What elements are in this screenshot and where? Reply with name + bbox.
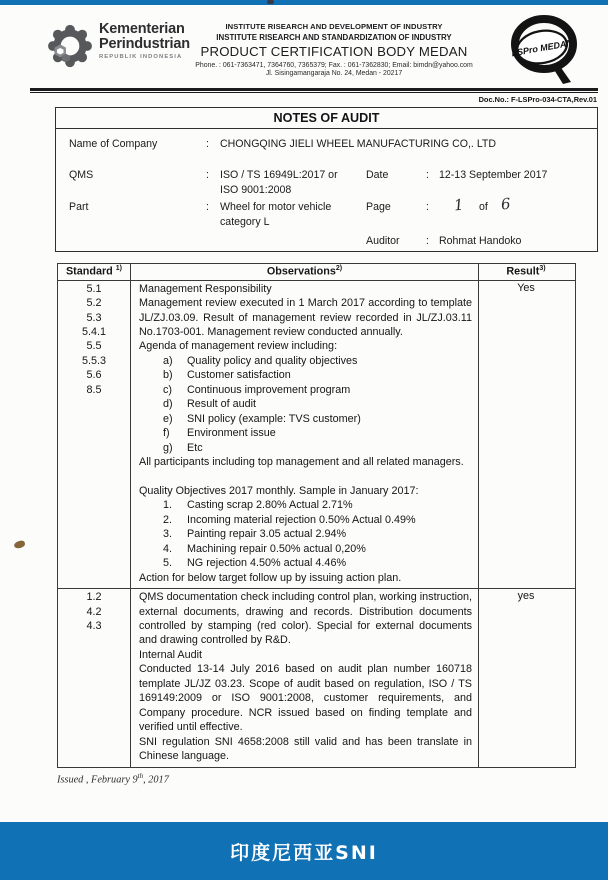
qms-value-line1: ISO / TS 16949L:2017 or: [220, 169, 338, 181]
issued-date-line: Issued , February 9th, 2017: [57, 772, 169, 786]
observation-line: a) Quality policy and quality objectives: [163, 354, 358, 367]
qms-value-line2: ISO 9001:2008: [220, 184, 292, 196]
lspro-medan-logo: [503, 12, 587, 88]
standard-number: 5.4.1: [81, 325, 106, 338]
auditor-colon: :: [426, 235, 429, 247]
scan-artifact: [267, 0, 274, 4]
auditor-label: Auditor: [366, 235, 400, 247]
part-colon: :: [206, 201, 209, 213]
top-blue-border: [0, 0, 608, 5]
company-label: Name of Company: [69, 138, 158, 150]
lspro-logo-text: LSPro MEDAN: [510, 37, 574, 59]
address-line: Jl. Sisingamangaraja No. 24, Medan - 20217: [265, 70, 403, 77]
observation-line: 3. Painting repair 3.05 actual 2.94%: [163, 528, 347, 541]
result-value: yes: [517, 590, 535, 603]
list-marker: a): [163, 354, 173, 367]
institute-line1: INSTITUTE RISEARCH AND DEVELOPMENT OF INDUSTRY: [225, 22, 443, 31]
observation-line: 4. Machining repair 0.50% actual 0,20%: [163, 542, 366, 555]
page-number-handwritten: 1: [453, 195, 465, 215]
standard-number: 5.1: [86, 282, 102, 295]
table-row: [58, 589, 575, 766]
observation-line: d) Result of audit: [163, 398, 257, 411]
contact-line: Phone. : 061-7363471, 7364760, 7365379; Fax. : 061-7362830; Email: bimdn@yahoo.com: [195, 62, 473, 69]
company-colon: :: [206, 138, 209, 150]
table-body: [58, 281, 575, 767]
company-value: CHONGQING JIELI WHEEL MANUFACTURING CO,. LTD: [220, 138, 497, 150]
date-label: Date: [366, 169, 389, 181]
date-value: 12-13 September 2017: [439, 169, 548, 181]
list-marker: d): [163, 398, 173, 411]
standard-number: 4.2: [86, 605, 102, 618]
list-marker: c): [163, 383, 172, 396]
certification-body-title: PRODUCT CERTIFICATION BODY MEDAN: [200, 44, 468, 59]
ministry-line3: REPUBLIK INDONESIA: [99, 54, 183, 61]
page-label: Page: [366, 201, 391, 213]
list-marker: f): [163, 427, 170, 440]
header-rule-thin: [30, 92, 598, 93]
result-cell: [479, 281, 573, 589]
qms-label: QMS: [69, 169, 94, 181]
result-value: Yes: [517, 281, 535, 294]
observation-line: All participants including top management and all related managers.: [139, 456, 464, 469]
observation-line: QMS documentation check including control plan, working instruction, external documents, drawing and records. Distribution documents controlled by stamping (red color). Special for external documents and drawing controlled by R&D.: [139, 591, 472, 647]
standard-cell: [58, 281, 131, 589]
list-marker: b): [163, 369, 173, 382]
standard-number: 1.2: [86, 591, 102, 604]
standard-cell: [58, 589, 131, 766]
observations-header: Observations$^{2)}$: [131, 264, 479, 280]
observation-line: SNI regulation SNI 4658:2008 still valid and has been translate in Chinese language.: [139, 735, 472, 763]
scan-artifact-speck: [13, 540, 25, 549]
list-marker: 3.: [163, 528, 173, 541]
standard-number: 8.5: [86, 383, 102, 396]
page-colon: :: [426, 201, 429, 213]
ministry-line1: Kementerian: [99, 21, 185, 37]
observation-line: Internal Audit: [139, 648, 203, 661]
observation-line: Management Responsibility: [139, 282, 272, 295]
standard-number: 5.5.3: [81, 354, 106, 367]
observation-line: Action for below target follow up by issuing action plan.: [139, 571, 402, 584]
table-row: [58, 281, 575, 590]
bottom-banner: [0, 822, 608, 880]
observation-line: Management review executed in 1 March 2017 according to template JL/ZJ.03.09. Result of management review recorded in JL/ZJ.03.11 No.1703-001. Management review conducted annually.: [139, 297, 472, 338]
observation-line: 1. Casting scrap 2.80% Actual 2.71%: [163, 499, 353, 512]
observation-line: c) Continuous improvement program: [163, 383, 351, 396]
standard-number: 5.6: [86, 369, 102, 382]
observations-cell: [131, 589, 479, 766]
standard-number: 5.3: [86, 311, 102, 324]
list-marker: e): [163, 412, 173, 425]
observation-line: 5. NG rejection 4.50% actual 4.46%: [163, 557, 347, 570]
list-marker: 4.: [163, 542, 173, 555]
ministry-line2: Perindustrian: [99, 36, 190, 53]
observation-line: 2. Incoming material rejection 0.50% Actual 0.49%: [163, 513, 416, 526]
page-total-handwritten: 6: [500, 194, 512, 214]
doc-number: Doc.No.: F-LSPro-034-CTA,Rev.01: [478, 95, 597, 104]
observation-line: g) Etc: [163, 441, 203, 454]
header-rule-thick: [30, 88, 598, 91]
standard-number: 5.2: [86, 297, 102, 310]
list-marker: 1.: [163, 499, 173, 512]
table-header-row: [58, 264, 575, 281]
ministry-gear-logo: [44, 18, 96, 74]
list-marker: g): [163, 441, 173, 454]
observation-line: Agenda of management review including:: [139, 340, 338, 353]
result-header: Result$^{3)}$: [506, 265, 546, 278]
audit-table: [57, 263, 576, 768]
observation-line: e) SNI policy (example: TVS customer): [163, 412, 361, 425]
observation-line: Conducted 13-14 July 2016 based on audit plan number 160718 template JL/JZ 03.23. Scope of audit based on regulation, ISO / TS 169149:2009 or ISO 9001:2008, customer requirements, and Company procedure. NCR issued based on finding template and verified until effective.: [139, 663, 472, 734]
banner-chinese-text: 印度尼西亚SNI: [230, 841, 378, 864]
institute-block: [168, 22, 500, 77]
auditor-value: Rohmat Handoko: [439, 235, 522, 247]
result-cell: [479, 589, 573, 766]
observation-line: [139, 469, 472, 483]
observation-line: Quality Objectives 2017 monthly. Sample in January 2017:: [139, 484, 419, 497]
qms-colon: :: [206, 169, 209, 181]
notes-of-audit-box: [55, 107, 598, 252]
standard-header: Standard $^{1)}$: [58, 264, 131, 280]
list-marker: 2.: [163, 513, 173, 526]
list-marker: 5.: [163, 557, 173, 570]
page-of-label: of: [479, 201, 488, 213]
part-value-line2: category L: [220, 216, 270, 228]
form-title: NOTES OF AUDIT: [56, 108, 597, 129]
standard-number: 4.3: [86, 620, 102, 632]
date-colon: :: [426, 169, 429, 181]
observations-cell: [131, 281, 479, 589]
observation-line: b) Customer satisfaction: [163, 369, 291, 382]
part-value-line1: Wheel for motor vehicle: [220, 201, 332, 213]
letterhead: [0, 8, 608, 88]
part-label: Part: [69, 201, 89, 213]
institute-line2: INSTITUTE RISEARCH AND STANDARDIZATION OF INDUSTRY: [216, 33, 452, 42]
standard-number: 5.5: [86, 340, 102, 353]
observation-line: f) Environment issue: [163, 427, 276, 440]
